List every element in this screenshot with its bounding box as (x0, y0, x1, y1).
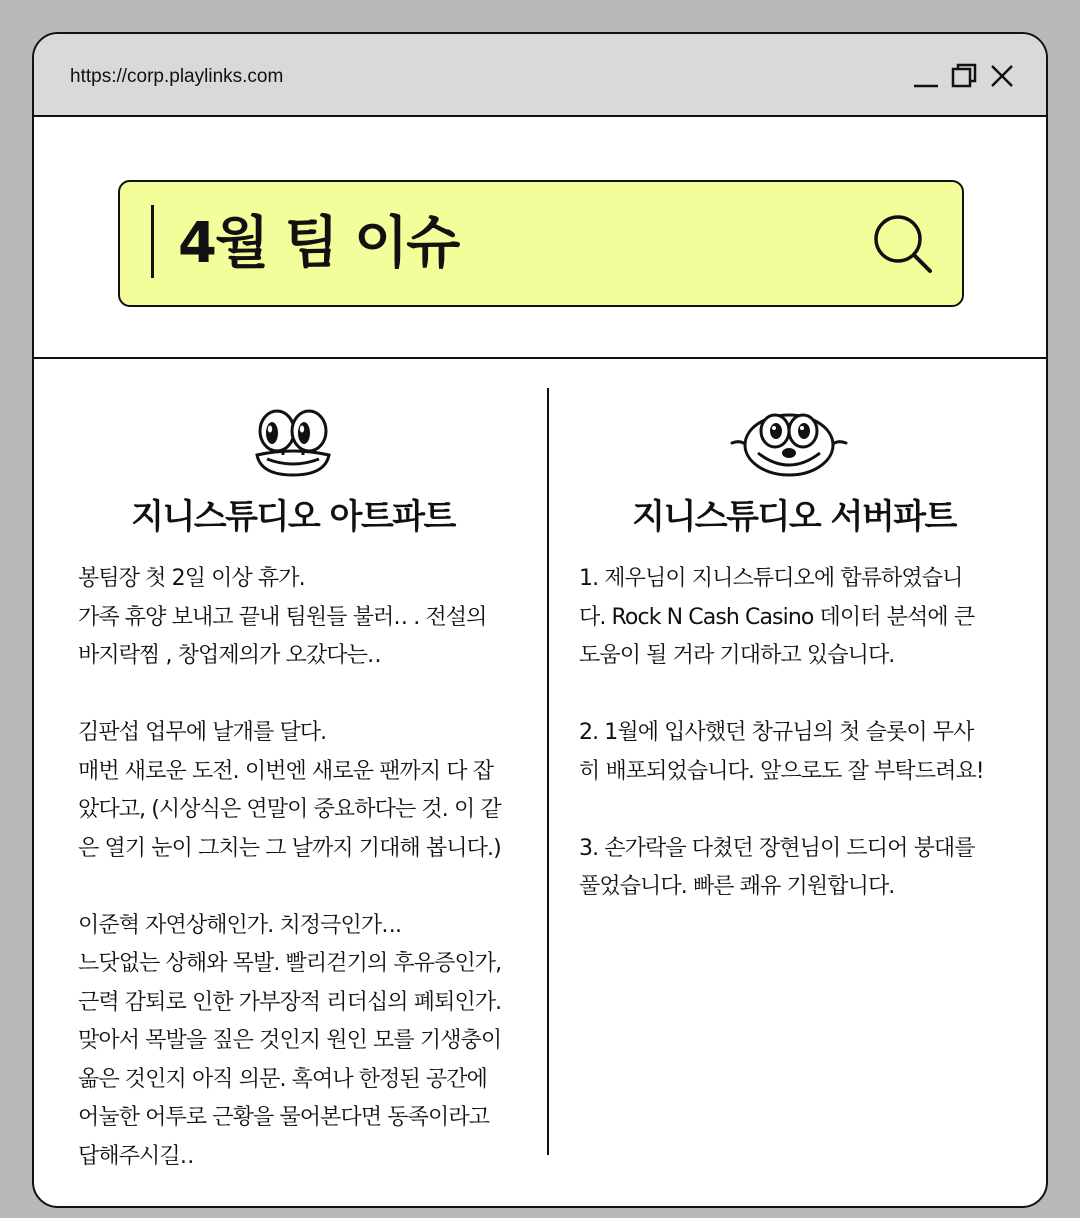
text-caret (151, 205, 154, 278)
news-line: 은 열기 눈이 그치는 그 날까지 기대해 봅니다.) (78, 835, 501, 861)
search-input[interactable] (118, 180, 964, 307)
news-line: 답해주시길‥ (78, 1143, 194, 1169)
news-line: 3. 손가락을 다쳤던 장현님이 드디어 붕대를 (579, 835, 975, 861)
news-line: 이준혁 자연상해인가. 치정극인가‥. (78, 912, 402, 938)
server-part-title: 지니스튜디오 서버파트 (632, 497, 956, 537)
smiling-face-mascot-icon (245, 409, 341, 479)
news-line: 봉팀장 첫 2일 이상 휴가. (78, 566, 305, 591)
art-part-body (78, 560, 548, 1208)
news-line: 1. 제우님이 지니스튜디오에 합류하였습니 (579, 566, 963, 591)
close-icon[interactable] (988, 62, 1016, 90)
news-line: 매번 새로운 도전. 이번엔 새로운 팬까지 다 잡 (78, 758, 494, 784)
browser-window (32, 32, 1048, 1208)
news-line: 가족 휴양 보내고 끝내 팀원들 불러‥ . 전설의 (78, 604, 487, 630)
url-text[interactable]: https://corp.playlinks.com (70, 66, 284, 87)
minimize-icon[interactable] (912, 62, 940, 90)
news-line: 다. Rock N Cash Casino 데이터 분석에 큰 (579, 604, 975, 630)
news-item (78, 714, 548, 868)
search-section (34, 117, 1046, 359)
news-line: 도움이 될 거라 기대하고 있습니다. (579, 643, 895, 668)
server-part-body (579, 560, 1048, 945)
news-line: 김판섭 업무에 날개를 달다. (78, 720, 327, 745)
news-line: 바지락찜 , 창업제의가 오갔다는‥ (78, 643, 381, 668)
news-item (78, 560, 548, 676)
news-line: 옮은 것인지 아직 의문. 혹여나 한정된 공간에 (78, 1066, 487, 1092)
news-item (78, 907, 548, 1177)
news-line: 히 배포되었습니다. 앞으로도 잘 부탁드려요! (579, 758, 984, 784)
search-icon[interactable] (872, 213, 936, 277)
art-part-title: 지니스튜디오 아트파트 (131, 497, 455, 537)
news-item (579, 830, 1048, 907)
news-item (579, 560, 1048, 676)
news-line: 았다고, (시상식은 연말이 중요하다는 것. 이 같 (78, 797, 501, 822)
grinning-face-mascot-icon (728, 409, 850, 479)
content-columns (34, 359, 1046, 1208)
maximize-icon[interactable] (950, 62, 978, 90)
news-line: 느닷없는 상해와 목발. 빨리걷기의 후유증인가, (78, 951, 502, 976)
news-item (579, 714, 1048, 791)
news-line: 2. 1월에 입사했던 창규님의 첫 슬롯이 무사 (579, 720, 974, 745)
news-line: 어눌한 어투로 근황을 물어본다면 동족이라고 (78, 1105, 490, 1130)
title-bar (34, 34, 1046, 117)
news-line: 근력 감퇴로 인한 가부장적 리더십의 폐퇴인가. (78, 989, 502, 1015)
news-line: 풀었습니다. 빠른 쾌유 기원합니다. (579, 874, 895, 899)
news-line: 맞아서 목발을 짚은 것인지 원인 모를 기생충이 (78, 1028, 502, 1053)
search-query[interactable]: 4월 팀 이슈 (178, 211, 459, 276)
